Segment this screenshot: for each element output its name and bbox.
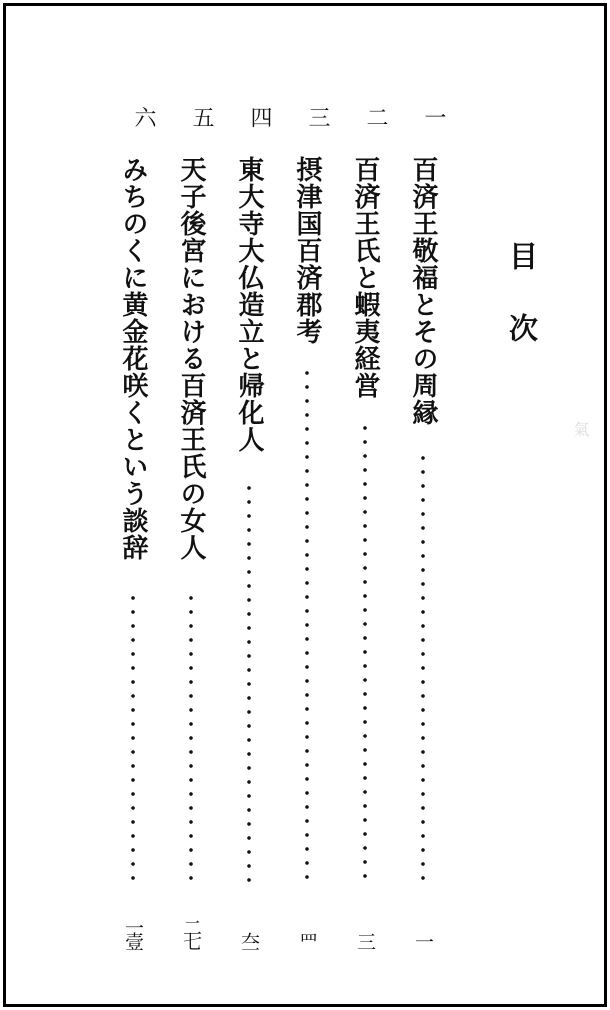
entry-number: 六 — [131, 106, 156, 128]
toc-entry[interactable] — [170, 106, 212, 946]
stain-mark: 氣 — [571, 421, 590, 437]
entry-page-number: 一 — [412, 932, 434, 946]
entry-number: 二 — [363, 106, 388, 128]
entry-number: 一 — [421, 106, 446, 128]
entry-page-number: 二七 — [180, 918, 202, 946]
toc-entry[interactable] — [286, 106, 328, 946]
entry-page-number: 罒 — [296, 932, 318, 946]
toc-entry[interactable] — [112, 106, 154, 946]
dot-leader — [247, 481, 251, 886]
entry-number: 三 — [305, 106, 330, 128]
entry-page-number: 夳 — [238, 932, 260, 946]
toc-title: 目次 — [505, 241, 539, 385]
entry-number: 五 — [189, 106, 214, 128]
page-frame — [3, 3, 607, 1007]
dot-leader — [305, 366, 309, 886]
toc-entry[interactable] — [228, 106, 270, 946]
dot-leader — [363, 421, 367, 886]
entry-title[interactable]: 東大寺大仏造立と帰化人 — [234, 156, 264, 453]
entry-title[interactable]: 摂津国百済郡考 — [292, 156, 322, 345]
entry-title[interactable]: みちのくに黄金花咲くという談辞 — [118, 156, 148, 561]
toc-entry[interactable] — [402, 106, 444, 946]
toc-entry[interactable] — [344, 106, 386, 946]
entry-title[interactable]: 百済王氏と蝦夷経営 — [350, 156, 380, 399]
entry-number: 四 — [247, 106, 272, 128]
entry-page-number: 一壹 — [122, 918, 144, 946]
dot-leader — [131, 591, 135, 886]
dot-leader — [189, 591, 193, 886]
entry-page-number: 三 — [354, 932, 376, 946]
dot-leader — [421, 451, 425, 886]
entry-title[interactable]: 百済王敬福とその周縁 — [408, 156, 438, 426]
entry-title[interactable]: 天子後宮における百済王氏の女人 — [176, 156, 206, 561]
